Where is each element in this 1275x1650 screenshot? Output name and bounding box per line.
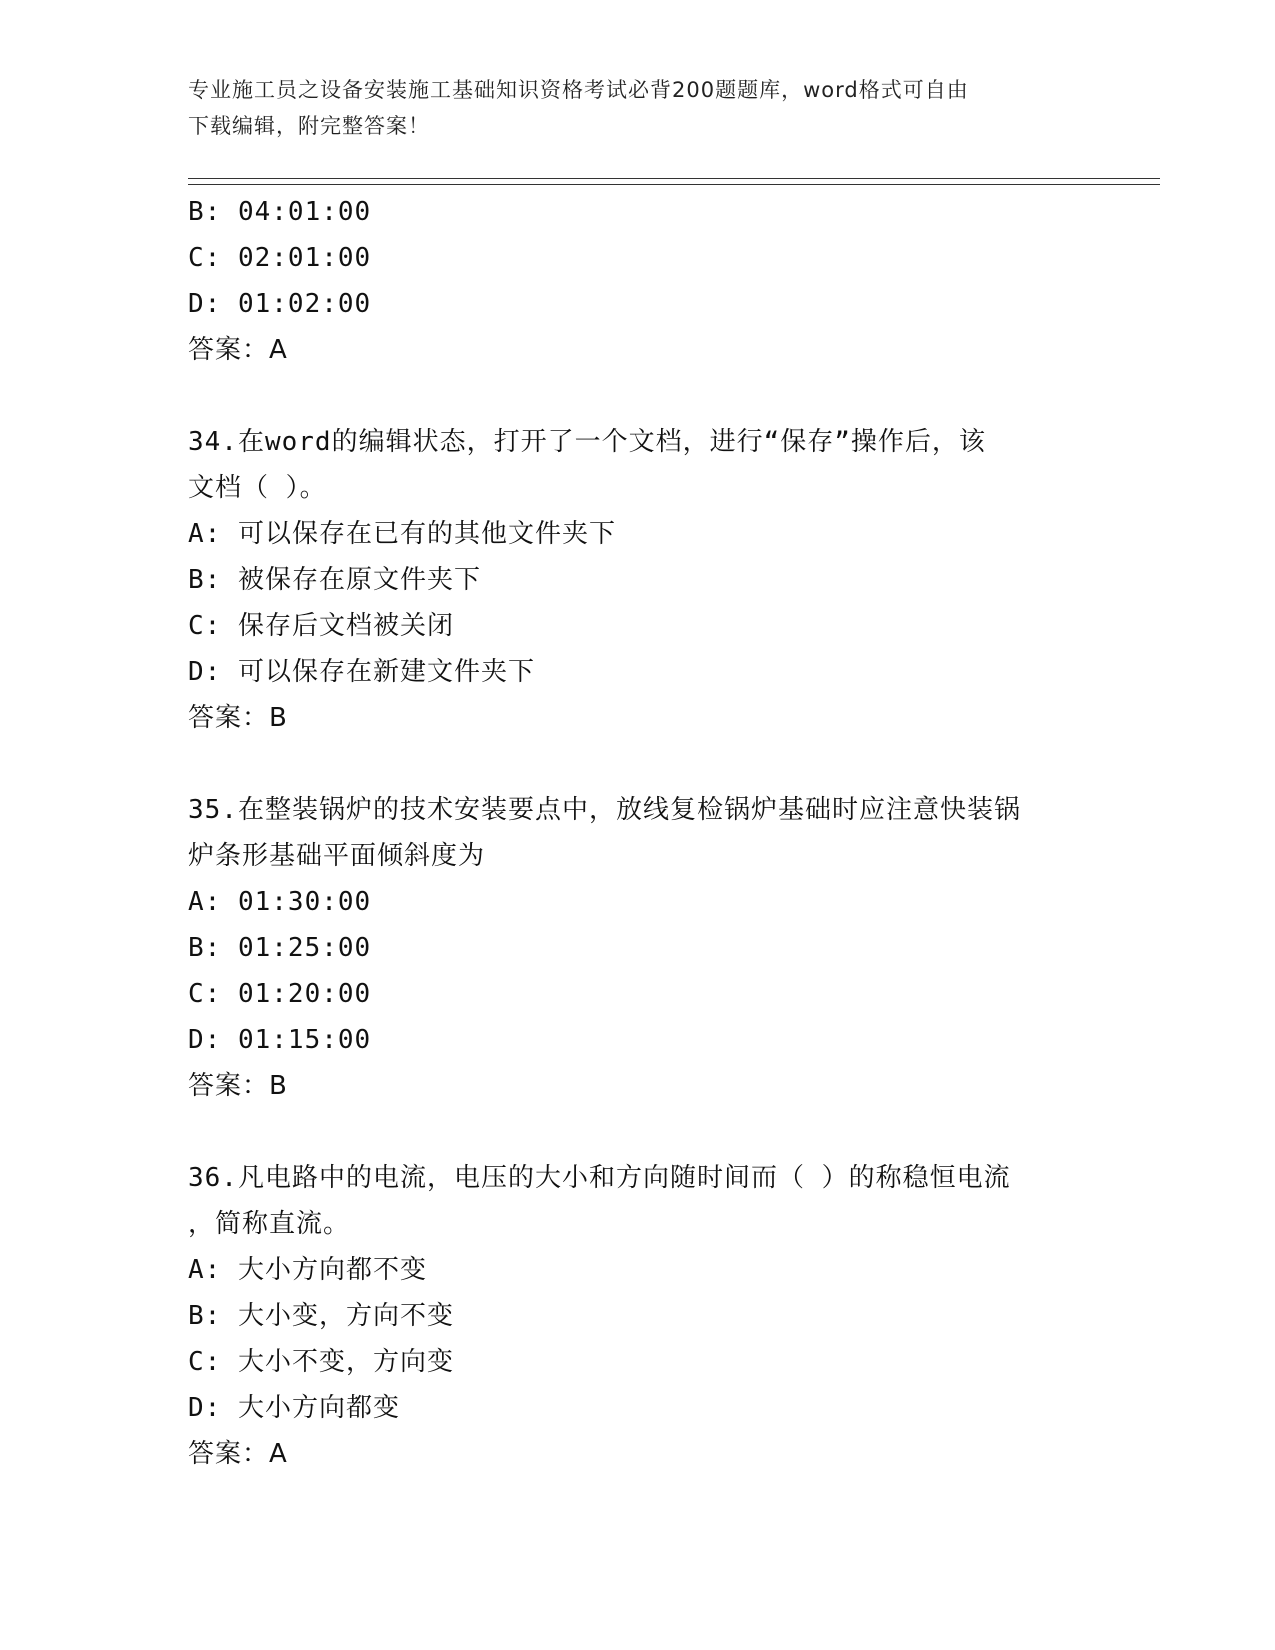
question-text-line-1: 34.在word的编辑状态，打开了一个文档，进行“保存”操作后，该 (188, 427, 986, 457)
option-a: A: 可以保存在已有的其他文件夹下 (188, 519, 616, 549)
question-35 (188, 787, 1088, 1109)
question-text-line-2: 炉条形基础平面倾斜度为 (188, 841, 486, 871)
spacer (188, 373, 1088, 419)
option-c: C: 大小不变，方向变 (188, 1347, 454, 1377)
question-34 (188, 419, 1088, 741)
option-a: A: 01:30:00 (188, 887, 372, 917)
question-text-line-2: ，简称直流。 (188, 1209, 351, 1239)
answer: 答案：B (188, 1071, 288, 1101)
option-a: A: 大小方向都不变 (188, 1255, 427, 1285)
option-d: D: 01:02:00 (188, 289, 372, 319)
option-c: C: 02:01:00 (188, 243, 372, 273)
answer: 答案：B (188, 703, 288, 733)
document-body (188, 189, 1088, 1477)
spacer (188, 1109, 1088, 1155)
answer: 答案：A (188, 1439, 288, 1469)
answer: 答案：A (188, 335, 288, 365)
question-33-tail (188, 189, 1088, 373)
option-b: B: 04:01:00 (188, 197, 372, 227)
option-b: B: 被保存在原文件夹下 (188, 565, 481, 595)
header-line-1: 专业施工员之设备安装施工基础知识资格考试必背200题题库，word格式可自由 (188, 78, 969, 102)
option-b: B: 大小变，方向不变 (188, 1301, 454, 1331)
question-36 (188, 1155, 1088, 1477)
header-rule-top (188, 178, 1160, 179)
document-header (188, 72, 1068, 144)
option-d: D: 01:15:00 (188, 1025, 372, 1055)
question-text-line-1: 35.在整装锅炉的技术安装要点中，放线复检锅炉基础时应注意快装锅 (188, 795, 1021, 825)
question-text-line-1: 36.凡电路中的电流，电压的大小和方向随时间而（ ）的称稳恒电流 (188, 1163, 1011, 1193)
header-line-2: 下载编辑，附完整答案！ (188, 114, 430, 138)
spacer (188, 741, 1088, 787)
option-c: C: 01:20:00 (188, 979, 372, 1009)
option-d: D: 大小方向都变 (188, 1393, 400, 1423)
header-rule-bottom (188, 184, 1160, 185)
question-text-line-2: 文档（ ）。 (188, 473, 327, 503)
option-d: D: 可以保存在新建文件夹下 (188, 657, 535, 687)
option-c: C: 保存后文档被关闭 (188, 611, 454, 641)
option-b: B: 01:25:00 (188, 933, 372, 963)
